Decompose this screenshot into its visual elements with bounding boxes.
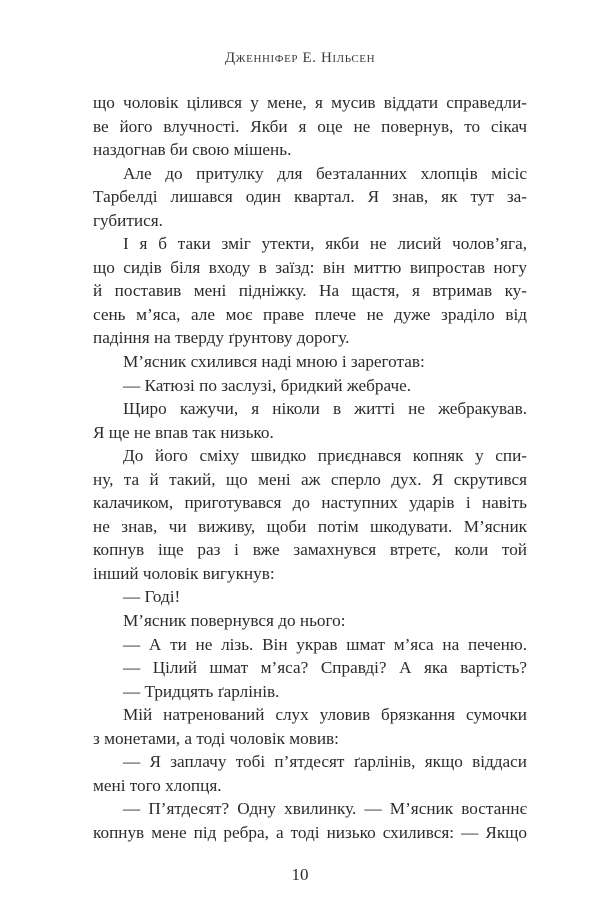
text-line: — Катюзі по заслузі, бридкий жебраче. — [123, 375, 412, 395]
text-line: губитися. — [93, 210, 163, 230]
page-number: 10 — [291, 865, 309, 884]
text-line: що сидів біля входу в заїзд: він миттю випростав ногу — [93, 257, 527, 277]
running-head: Дженніфер Е. Нільсен — [224, 50, 376, 66]
text-line: — А ти не лізь. Він украв шмат м’яса на печеню. — [123, 634, 527, 654]
text-line: До його сміху швидко приєднався копняк у спи- — [123, 446, 527, 466]
text-line: ве його влучності. Якби я оце не повернув, то сікач — [93, 116, 527, 136]
text-line: мені того хлопця. — [93, 775, 222, 795]
text-line: Тарбелді лишався один квартал. Я знав, як тут за- — [93, 187, 527, 207]
text-line: Я ще не впав так низько. — [93, 422, 274, 442]
text-line: копнув мене під ребра, а тоді низько схилився: — Якщо — [93, 822, 527, 842]
text-line: — Тридцять ґарлінів. — [123, 681, 280, 701]
text-line: — Годі! — [123, 587, 181, 607]
text-line: падіння на тверду ґрунтову дорогу. — [93, 328, 350, 348]
text-line: сень м’яса, але моє праве плече не дуже зраділо від — [93, 304, 527, 324]
text-line: ну, та й такий, що мені аж сперло дух. Я скрутився — [93, 469, 527, 489]
text-line: не знав, чи виживу, щоби потім шкодувати. М’ясник — [93, 516, 527, 536]
text-line: калачиком, приготувався до наступних ударів і навіть — [93, 493, 527, 513]
text-line: Щиро кажучи, я ніколи в житті не жебракував. — [123, 399, 527, 419]
text-line: з монетами, а тоді чоловік мовив: — [93, 728, 339, 748]
text-line: — П’ятдесят? Одну хвилинку. — М’ясник востаннє — [123, 799, 527, 819]
body-text — [93, 91, 527, 845]
text-line: Мій натренований слух уловив брязкання сумочки — [123, 705, 527, 725]
text-line: М’ясник схилився наді мною і зареготав: — [123, 352, 425, 372]
text-line: М’ясник повернувся до нього: — [123, 611, 346, 631]
text-line: й поставив мені підніжку. На щастя, я втримав ку- — [93, 281, 527, 301]
text-line: копнув іще раз і вже замахнувся втретє, коли той — [93, 540, 527, 560]
text-line: інший чоловік вигукнув: — [93, 563, 275, 583]
text-line: І я б таки зміг утекти, якби не лисий чолов’яга, — [123, 234, 527, 254]
text-line: що чоловік цілився у мене, я мусив віддати справедли- — [93, 93, 527, 112]
text-line: — Цілий шмат м’яса? Справді? А яка вартість? — [123, 658, 527, 678]
text-line: — Я заплачу тобі п’ятдесят ґарлінів, якщо віддаси — [123, 752, 527, 772]
text-line: Але до притулку для безталанних хлопців місіс — [123, 163, 527, 183]
text-line: наздогнав би свою мішень. — [93, 140, 292, 160]
